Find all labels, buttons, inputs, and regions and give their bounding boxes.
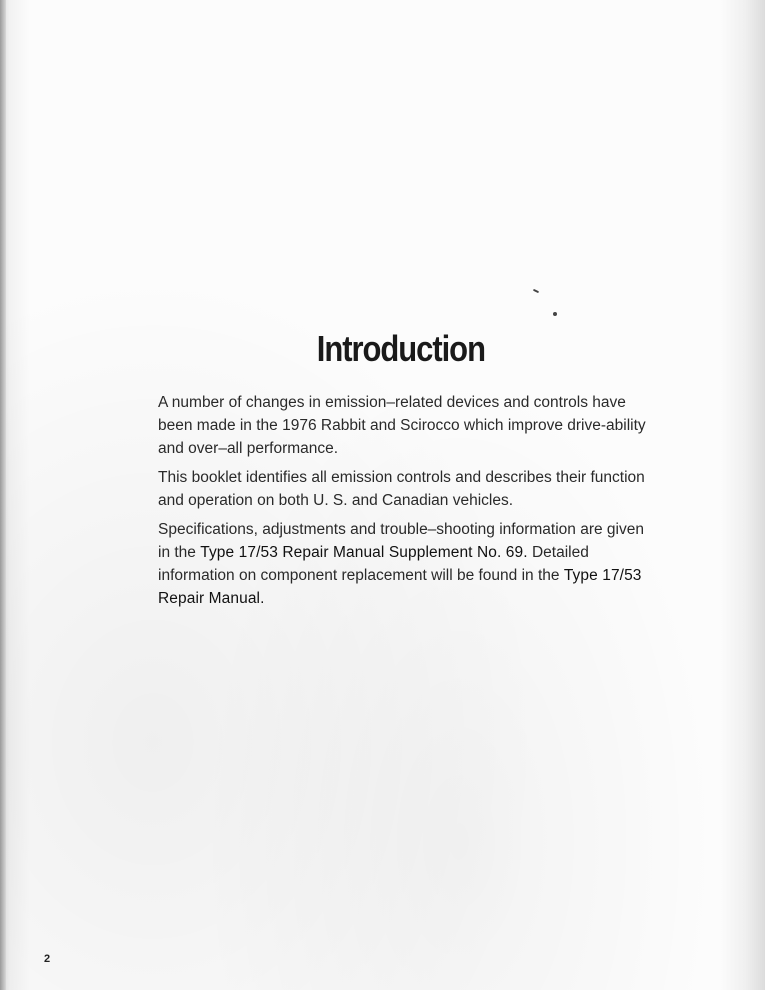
paragraph-references-start: Specifications, adjustments and trouble–shooting information are given in the (158, 521, 644, 561)
repair-manual-reference: Type 17/53 Repair Manual. (158, 567, 642, 607)
paper-speck (533, 289, 539, 293)
paragraph-references (158, 518, 658, 610)
supplement-reference: Type 17/53 Repair Manual Supplement No. 69. (200, 544, 528, 561)
introduction-body (158, 391, 658, 616)
page-title: Introduction (316, 328, 485, 369)
binding-edge (0, 0, 6, 990)
page-number: 2 (44, 953, 51, 965)
paragraph-references-mid: Detailed information on component replacement will be found in the (158, 544, 589, 584)
paper-speck (553, 312, 557, 316)
paragraph-changes: A number of changes in emission–related devices and controls have been made in the 1976 Rabbit and Scirocco which improve drive-ability and over–all performance. (158, 394, 646, 457)
paragraph-booklet-scope: This booklet identifies all emission controls and describes their function and operation on both U. S. and Canadian vehicles. (158, 469, 645, 509)
